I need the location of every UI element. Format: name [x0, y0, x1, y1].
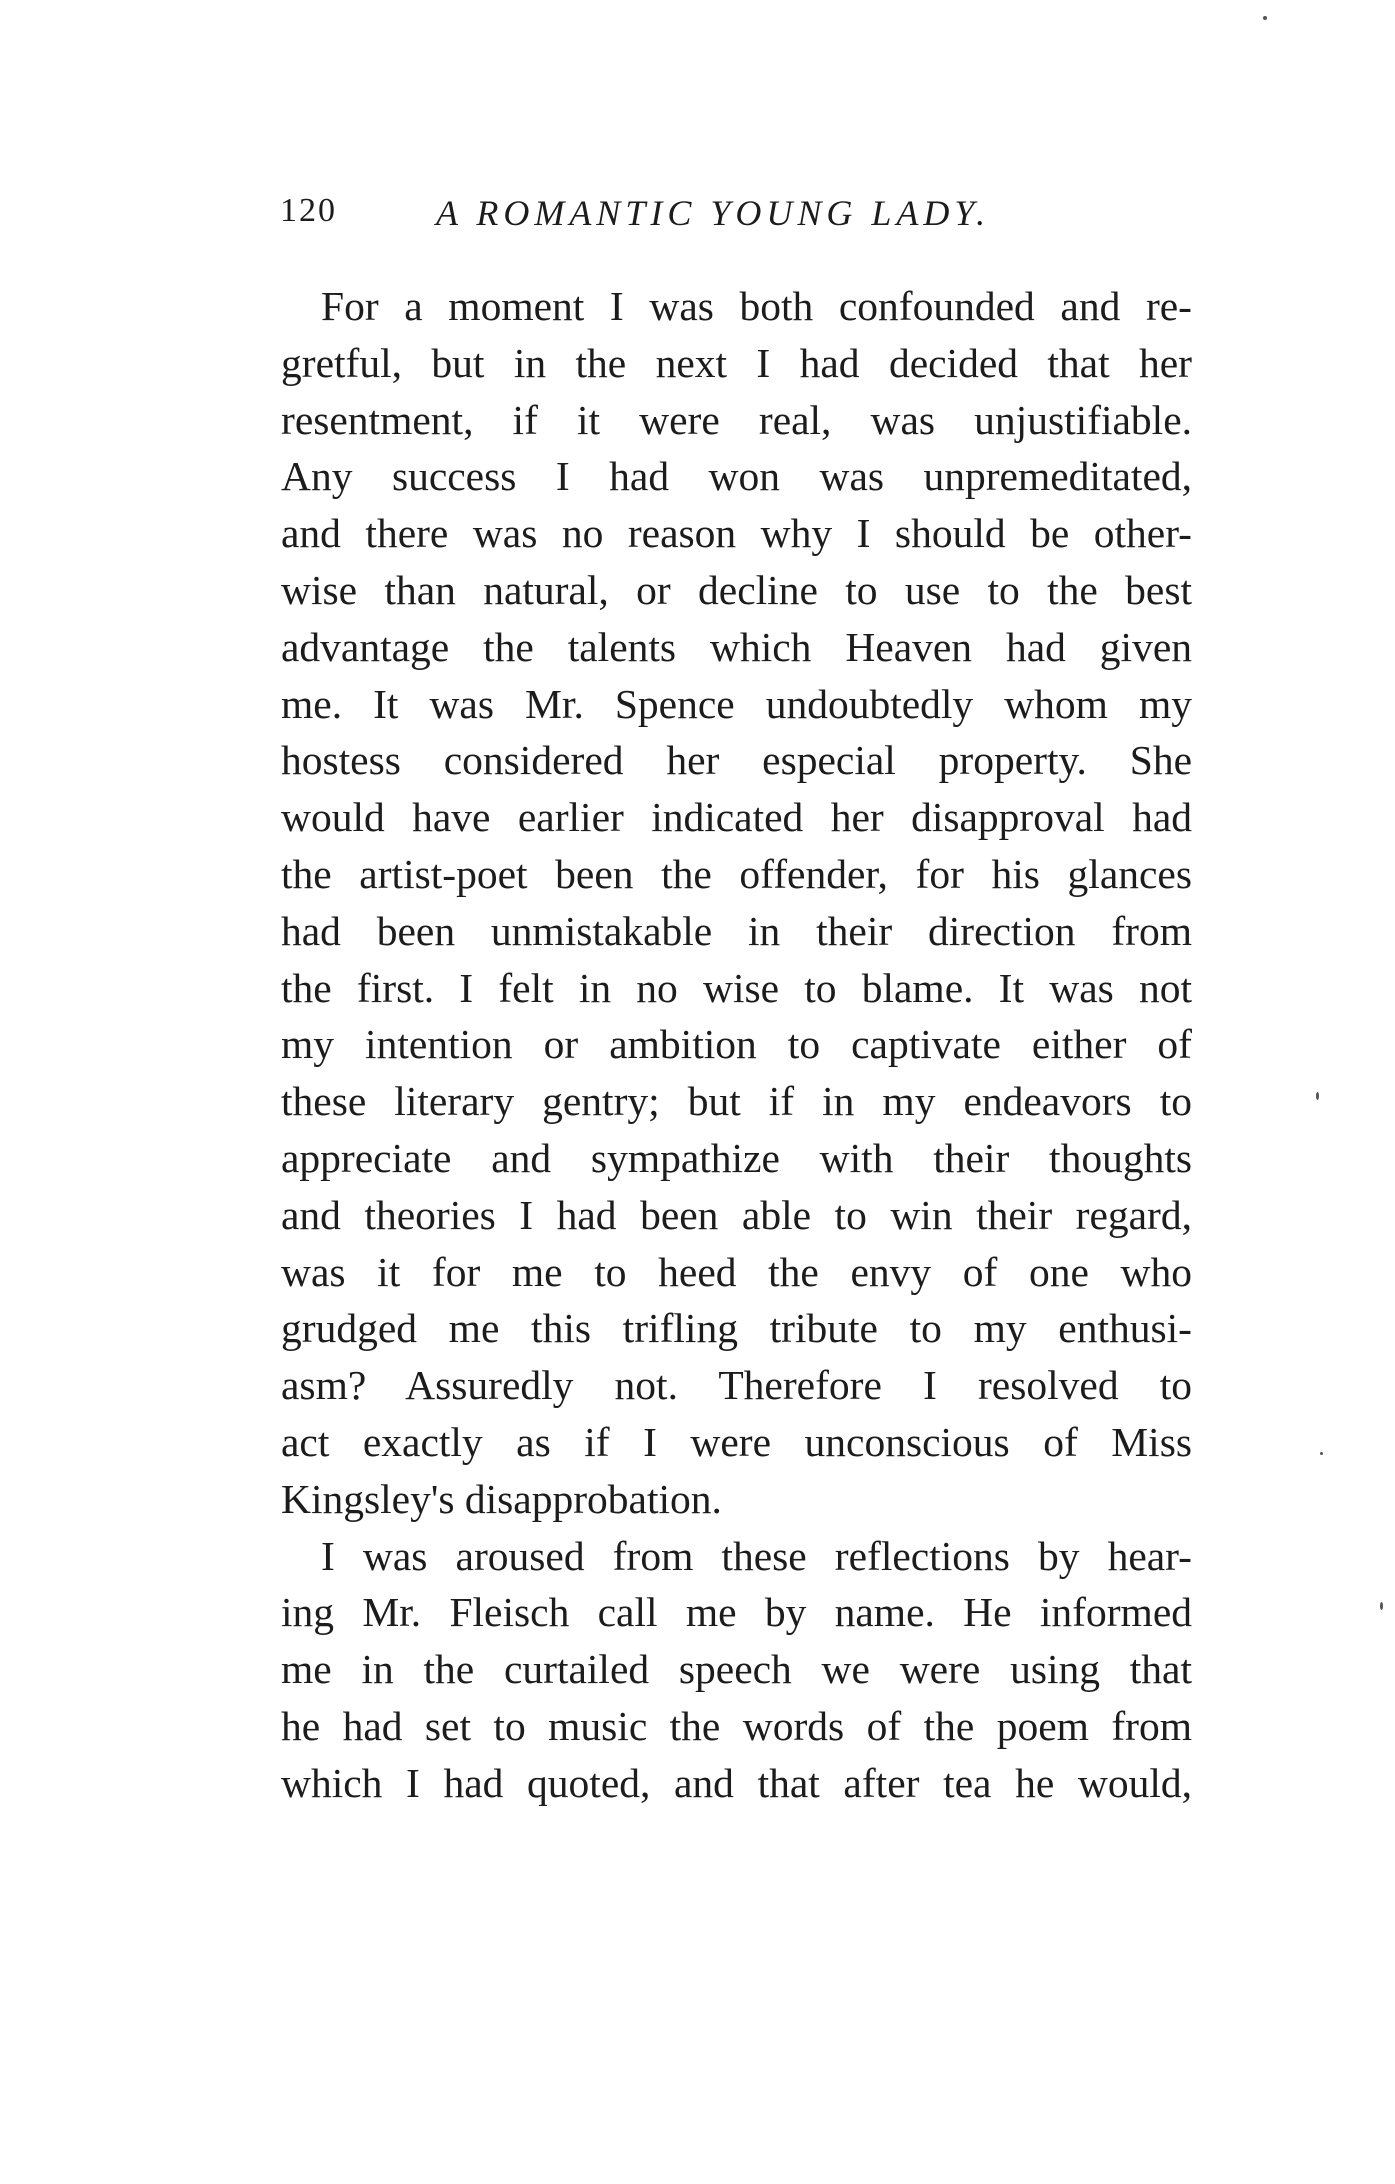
text-line: advantage the talents which Heaven had given: [281, 623, 1192, 670]
text-line: and theories I had been able to win their regard,: [281, 1191, 1192, 1238]
scan-speck: [1263, 16, 1267, 20]
text-line: which I had quoted, and that after tea he would,: [281, 1759, 1192, 1806]
running-title: A ROMANTIC YOUNG LADY.: [436, 193, 991, 233]
paragraph-1: [281, 278, 1192, 1528]
text-line: had been unmistakable in their direction from: [281, 907, 1192, 954]
body-text: [281, 278, 1192, 1812]
text-line: would have earlier indicated her disapproval had: [281, 794, 1192, 841]
scan-speck: [1316, 1092, 1319, 1100]
text-line: asm? Assuredly not. Therefore I resolved to: [281, 1362, 1192, 1409]
text-line: me. It was Mr. Spence undoubtedly whom my: [281, 680, 1192, 727]
running-head: [280, 192, 1040, 242]
paragraph-2: [281, 1528, 1192, 1812]
text-line: grudged me this trifling tribute to my enthusi-: [281, 1305, 1192, 1352]
text-line: the artist-poet been the offender, for his glances: [281, 850, 1192, 897]
text-line: these literary gentry; but if in my endeavors to: [281, 1078, 1192, 1125]
text-line: appreciate and sympathize with their thoughts: [281, 1134, 1192, 1181]
page-number: 120: [280, 192, 337, 229]
text-line: resentment, if it were real, was unjustifiable.: [281, 396, 1192, 443]
text-line: was it for me to heed the envy of one who: [281, 1248, 1192, 1295]
text-line: Kingsley's disapprobation.: [281, 1475, 722, 1522]
scan-speck: [1320, 1452, 1323, 1455]
text-line: me in the curtailed speech we were using that: [281, 1646, 1192, 1693]
text-line: wise than natural, or decline to use to the best: [281, 566, 1192, 613]
text-line: the first. I felt in no wise to blame. It was not: [281, 964, 1192, 1011]
text-line: and there was no reason why I should be other-: [281, 510, 1192, 557]
text-line: gretful, but in the next I had decided that her: [281, 339, 1192, 386]
text-line: he had set to music the words of the poem from: [281, 1702, 1192, 1749]
text-line: hostess considered her especial property. She: [281, 737, 1192, 784]
text-line: my intention or ambition to captivate either of: [281, 1021, 1192, 1068]
text-line: act exactly as if I were unconscious of Miss: [281, 1418, 1192, 1465]
scan-speck: [1380, 1602, 1383, 1610]
text-line: ing Mr. Fleisch call me by name. He informed: [281, 1589, 1192, 1636]
text-line: Any success I had won was unpremeditated,: [281, 453, 1192, 500]
text-line: I was aroused from these reflections by hear-: [321, 1532, 1192, 1579]
text-line: For a moment I was both confounded and re-: [321, 283, 1192, 329]
